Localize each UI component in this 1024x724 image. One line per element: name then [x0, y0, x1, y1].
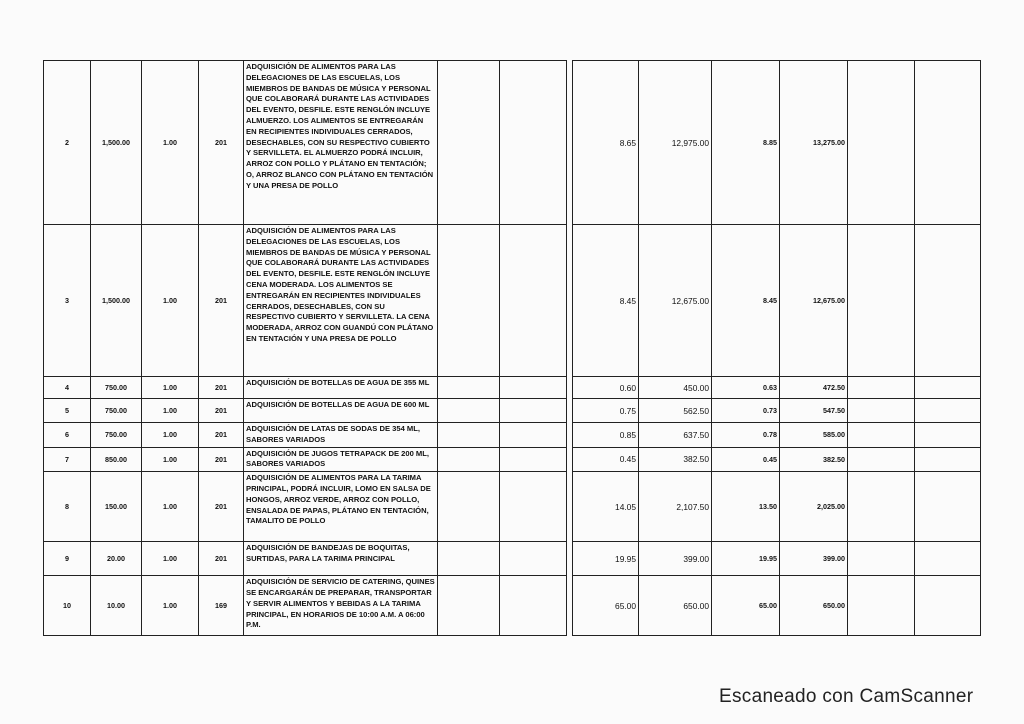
cell-descripcion: ADQUISICIÓN DE ALIMENTOS PARA LA TARIMA PRINCIPAL, PODRÁ INCLUIR, LOMO EN SALSA DE HONGOS, ARROZ VERDE, ARROZ CON POLLO, ENSALADA DE PAPAS, PLÁTANO EN TENTACIÓN, TAMALITO DE POLLO: [244, 472, 438, 542]
bid-table: [43, 60, 981, 636]
cell-total-2: 585.00: [780, 423, 848, 448]
table-row: [44, 377, 981, 399]
cell-descripcion: ADQUISICIÓN DE BOTELLAS DE AGUA DE 600 ML: [244, 399, 438, 423]
cell-unidad: 1.00: [142, 542, 199, 576]
cell-renglon: 4: [44, 377, 91, 399]
cell-empty: [500, 447, 567, 472]
cell-precio-unitario-2: 8.45: [712, 225, 780, 377]
cell-precio-unitario-2: 0.45: [712, 447, 780, 472]
cell-empty: [438, 447, 500, 472]
cell-total-2: 2,025.00: [780, 472, 848, 542]
cell-unidad: 1.00: [142, 423, 199, 448]
cell-precio-unitario-1: 0.85: [573, 423, 639, 448]
cell-precio-unitario-1: 14.05: [573, 472, 639, 542]
cell-unidad: 1.00: [142, 447, 199, 472]
cell-total-1: 12,675.00: [639, 225, 712, 377]
cell-empty: [500, 377, 567, 399]
cell-precio-unitario-1: 0.60: [573, 377, 639, 399]
cell-codigo: 201: [199, 399, 244, 423]
cell-precio-unitario-2: 0.63: [712, 377, 780, 399]
cell-empty: [500, 423, 567, 448]
table-row: [44, 576, 981, 636]
cell-empty: [848, 225, 915, 377]
cell-cantidad: 20.00: [91, 542, 142, 576]
table-row: [44, 542, 981, 576]
cell-unidad: 1.00: [142, 377, 199, 399]
cell-precio-unitario-2: 0.73: [712, 399, 780, 423]
cell-empty: [915, 472, 981, 542]
table-row: [44, 61, 981, 225]
cell-empty: [848, 447, 915, 472]
cell-cantidad: 1,500.00: [91, 61, 142, 225]
cell-total-1: 562.50: [639, 399, 712, 423]
cell-cantidad: 10.00: [91, 576, 142, 636]
cell-cantidad: 750.00: [91, 399, 142, 423]
cell-empty: [848, 472, 915, 542]
table-row: [44, 225, 981, 377]
cell-renglon: 5: [44, 399, 91, 423]
cell-renglon: 9: [44, 542, 91, 576]
cell-unidad: 1.00: [142, 399, 199, 423]
cell-empty: [500, 399, 567, 423]
cell-empty: [915, 576, 981, 636]
cell-empty: [438, 225, 500, 377]
cell-empty: [438, 576, 500, 636]
cell-precio-unitario-2: 65.00: [712, 576, 780, 636]
cell-unidad: 1.00: [142, 576, 199, 636]
cell-descripcion: ADQUISICIÓN DE ALIMENTOS PARA LAS DELEGACIONES DE LAS ESCUELAS, LOS MIEMBROS DE BANDAS DE MÚSICA Y PERSONAL QUE COLABORARÁ DURANTE LAS ACTIVIDADES DEL EVENTO, DESFILE. ESTE RENGLÓN INCLUYE CENA MODERADA. LOS ALIMENTOS SE ENTREGARÁN EN RECIPIENTES INDIVIDUALES CERRADOS, DESECHABLES, CON SU RESPECTIVO CUBIERTO Y SERVILLETA. LA CENA MODERADA, ARROZ CON GUANDÚ CON PLÁTANO EN TENTACIÓN Y UNA PRESA DE POLLO: [244, 225, 438, 377]
cell-empty: [848, 61, 915, 225]
cell-empty: [500, 542, 567, 576]
cell-precio-unitario-2: 0.78: [712, 423, 780, 448]
cell-empty: [438, 472, 500, 542]
cell-cantidad: 750.00: [91, 377, 142, 399]
cell-unidad: 1.00: [142, 61, 199, 225]
cell-total-2: 13,275.00: [780, 61, 848, 225]
cell-empty: [915, 423, 981, 448]
cell-renglon: 3: [44, 225, 91, 377]
cell-empty: [915, 377, 981, 399]
cell-descripcion: ADQUISICIÓN DE JUGOS TETRAPACK DE 200 ML, SABORES VARIADOS: [244, 447, 438, 472]
cell-total-2: 547.50: [780, 399, 848, 423]
cell-empty: [438, 61, 500, 225]
cell-empty: [848, 399, 915, 423]
cell-codigo: 201: [199, 61, 244, 225]
cell-precio-unitario-2: 8.85: [712, 61, 780, 225]
cell-renglon: 6: [44, 423, 91, 448]
cell-empty: [438, 542, 500, 576]
cell-precio-unitario-1: 19.95: [573, 542, 639, 576]
cell-renglon: 10: [44, 576, 91, 636]
cell-empty: [500, 225, 567, 377]
cell-precio-unitario-1: 0.45: [573, 447, 639, 472]
cell-codigo: 169: [199, 576, 244, 636]
table-row: [44, 472, 981, 542]
cell-total-2: 650.00: [780, 576, 848, 636]
cell-precio-unitario-2: 13.50: [712, 472, 780, 542]
cell-cantidad: 850.00: [91, 447, 142, 472]
cell-precio-unitario-1: 65.00: [573, 576, 639, 636]
cell-codigo: 201: [199, 542, 244, 576]
cell-total-1: 650.00: [639, 576, 712, 636]
cell-total-2: 382.50: [780, 447, 848, 472]
cell-codigo: 201: [199, 472, 244, 542]
cell-unidad: 1.00: [142, 225, 199, 377]
cell-cantidad: 750.00: [91, 423, 142, 448]
cell-unidad: 1.00: [142, 472, 199, 542]
cell-precio-unitario-1: 8.65: [573, 61, 639, 225]
cell-codigo: 201: [199, 447, 244, 472]
cell-cantidad: 150.00: [91, 472, 142, 542]
cell-cantidad: 1,500.00: [91, 225, 142, 377]
cell-renglon: 7: [44, 447, 91, 472]
cell-total-2: 12,675.00: [780, 225, 848, 377]
cell-precio-unitario-1: 0.75: [573, 399, 639, 423]
cell-codigo: 201: [199, 225, 244, 377]
cell-renglon: 2: [44, 61, 91, 225]
cell-empty: [915, 225, 981, 377]
cell-empty: [500, 576, 567, 636]
cell-descripcion: ADQUISICIÓN DE BANDEJAS DE BOQUITAS, SURTIDAS, PARA LA TARIMA PRINCIPAL: [244, 542, 438, 576]
cell-total-2: 399.00: [780, 542, 848, 576]
cell-codigo: 201: [199, 423, 244, 448]
cell-empty: [915, 399, 981, 423]
cell-renglon: 8: [44, 472, 91, 542]
cell-empty: [438, 377, 500, 399]
table-row: [44, 399, 981, 423]
cell-total-1: 2,107.50: [639, 472, 712, 542]
cell-descripcion: ADQUISICIÓN DE LATAS DE SODAS DE 354 ML, SABORES VARIADOS: [244, 423, 438, 448]
cell-empty: [915, 61, 981, 225]
cell-empty: [848, 542, 915, 576]
cell-empty: [915, 447, 981, 472]
cell-descripcion: ADQUISICIÓN DE BOTELLAS DE AGUA DE 355 ML: [244, 377, 438, 399]
cell-total-1: 637.50: [639, 423, 712, 448]
cell-empty: [500, 61, 567, 225]
cell-descripcion: ADQUISICIÓN DE ALIMENTOS PARA LAS DELEGACIONES DE LAS ESCUELAS, LOS MIEMBROS DE BANDAS DE MÚSICA Y PERSONAL QUE COLABORARÁ DURANTE LAS ACTIVIDADES DEL EVENTO, DESFILE. ESTE RENGLÓN INCLUYE ALMUERZO. LOS ALIMENTOS SE ENTREGARÁN EN RECIPIENTES INDIVIDUALES CERRADOS, DESECHABLES, CON SU RESPECTIVO CUBIERTO Y SERVILLETA. EL ALMUERZO PODRÁ INCLUIR, ARROZ CON POLLO Y PLÁTANO EN TENTACIÓN; O, ARROZ BLANCO CON PLÁTANO EN TENTACIÓN Y UNA PRESA DE POLLO: [244, 61, 438, 225]
cell-empty: [848, 423, 915, 448]
cell-precio-unitario-2: 19.95: [712, 542, 780, 576]
cell-precio-unitario-1: 8.45: [573, 225, 639, 377]
cell-empty: [848, 377, 915, 399]
cell-total-1: 12,975.00: [639, 61, 712, 225]
cell-empty: [438, 423, 500, 448]
cell-empty: [848, 576, 915, 636]
cell-codigo: 201: [199, 377, 244, 399]
table-row: [44, 423, 981, 448]
camscanner-watermark: Escaneado con CamScanner: [719, 686, 974, 707]
cell-empty: [438, 399, 500, 423]
table-row: [44, 447, 981, 472]
cell-total-1: 450.00: [639, 377, 712, 399]
cell-descripcion: ADQUISICIÓN DE SERVICIO DE CATERING, QUINES SE ENCARGARÁN DE PREPARAR, TRANSPORTAR Y SERVIR ALIMENTOS Y BEBIDAS A LA TARIMA PRINCIPAL, EN HORARIOS DE 10:00 A.M. A 06:00 P.M.: [244, 576, 438, 636]
cell-empty: [915, 542, 981, 576]
cell-empty: [500, 472, 567, 542]
cell-total-1: 399.00: [639, 542, 712, 576]
cell-total-2: 472.50: [780, 377, 848, 399]
cell-total-1: 382.50: [639, 447, 712, 472]
